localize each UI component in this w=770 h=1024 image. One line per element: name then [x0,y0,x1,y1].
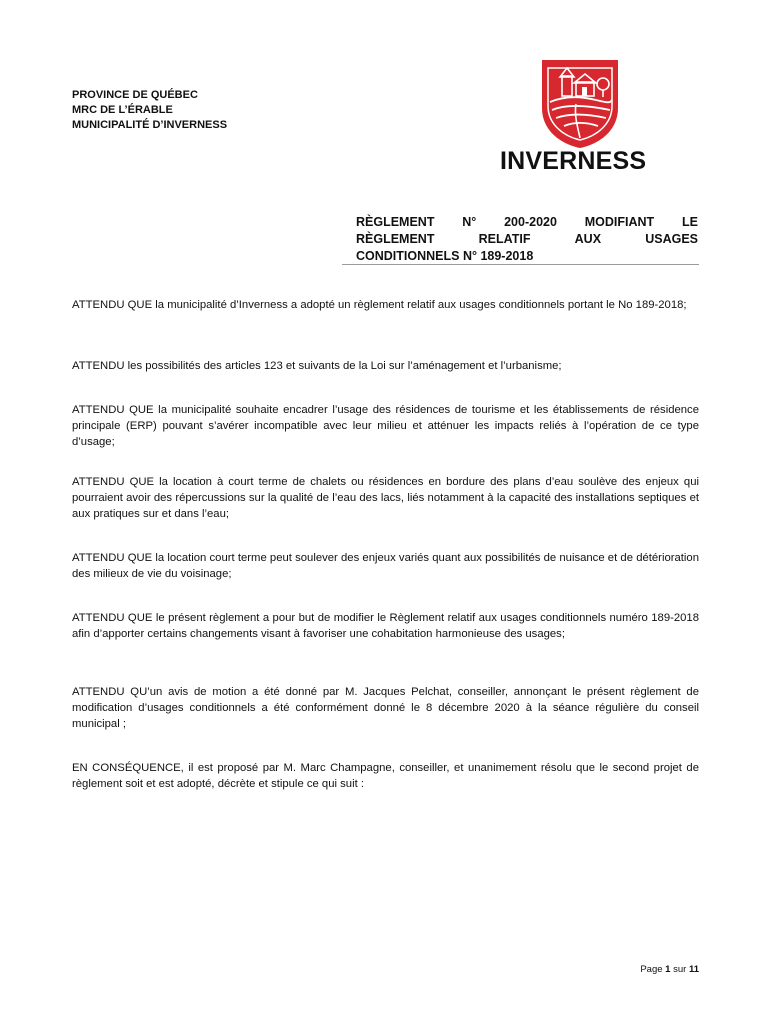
resolution-paragraph: EN CONSÉQUENCE, il est proposé par M. Marc Champagne, conseiller, et unanimement résolu que le second projet de règlement soit et est adopté, décrète et stipule ce qui suit : [72,762,699,790]
recital-paragraph: ATTENDU QUE le présent règlement a pour but de modifier le Règlement relatif aux usages conditionnels numéro 189-2018 afin d’apporter certains changements visant à favoriser une cohabitation harmonieuse des usages; [72,612,699,640]
current-page: 1 [665,964,671,975]
title-word: AUX [574,232,602,246]
title-word: RÈGLEMENT [356,215,435,229]
recital-paragraph: ATTENDU les possibilités des articles 123 et suivants de la Loi sur l’aménagement et l’urbanisme; [72,360,562,372]
mrc-line: MRC DE L’ÉRABLE [72,104,173,116]
recital-paragraph: ATTENDU QUE la location court terme peut soulever des enjeux variés quant aux possibilités de nuisance et de détérioration des milieux de vie du voisinage; [72,552,699,580]
title-word: RELATIF [478,232,531,246]
recital-paragraph: ATTENDU QU’un avis de motion a été donné par M. Jacques Pelchat, conseiller, annonçant le présent règlement de modification d’usages conditionnels a été conformément donné le 8 décembre 2020 à la séance régulière du conseil municipal ; [72,686,699,730]
of-label: sur [673,964,687,975]
title-word: N° [462,215,477,229]
title-word: MODIFIANT [584,215,655,229]
logo-wordmark: INVERNESS [500,147,647,175]
page-label: Page [640,964,663,975]
inverness-crest-logo [540,58,620,150]
issuer-header [72,88,227,133]
page-number-footer [610,964,699,975]
municipality-line: MUNICIPALITÉ D’INVERNESS [72,119,228,131]
title-word: 200-2020 [504,215,557,229]
title-word: LE [681,215,698,229]
bylaw-title [356,214,698,265]
title-line-3: CONDITIONNELS N° 189-2018 [356,249,534,263]
province-line: PROVINCE DE QUÉBEC [72,89,198,101]
recital-paragraph: ATTENDU QUE la municipalité souhaite encadrer l’usage des résidences de tourisme et les établissements de résidence principale (ERP) pouvant s’avérer incompatible avec leur milieu et atténuer les impacts reliés à l’opération de ce type d’usage; [72,404,699,448]
total-pages: 11 [688,964,699,975]
title-divider [342,264,699,265]
recital-paragraph: ATTENDU QUE la municipalité d’Inverness a adopté un règlement relatif aux usages conditionnels portant le No 189-2018; [72,299,687,311]
title-word: USAGES [645,232,698,246]
title-word: RÈGLEMENT [356,232,435,246]
title-line-1 [356,214,698,231]
title-line-2 [356,231,698,248]
recital-paragraph: ATTENDU QUE la location à court terme de chalets ou résidences en bordure des plans d’eau soulève des enjeux qui pourraient avoir des répercussions sur la qualité de l’eau des lacs, liés notamment à la capacité des installations septiques et aux pratiques sur et dans l’eau; [72,476,699,520]
